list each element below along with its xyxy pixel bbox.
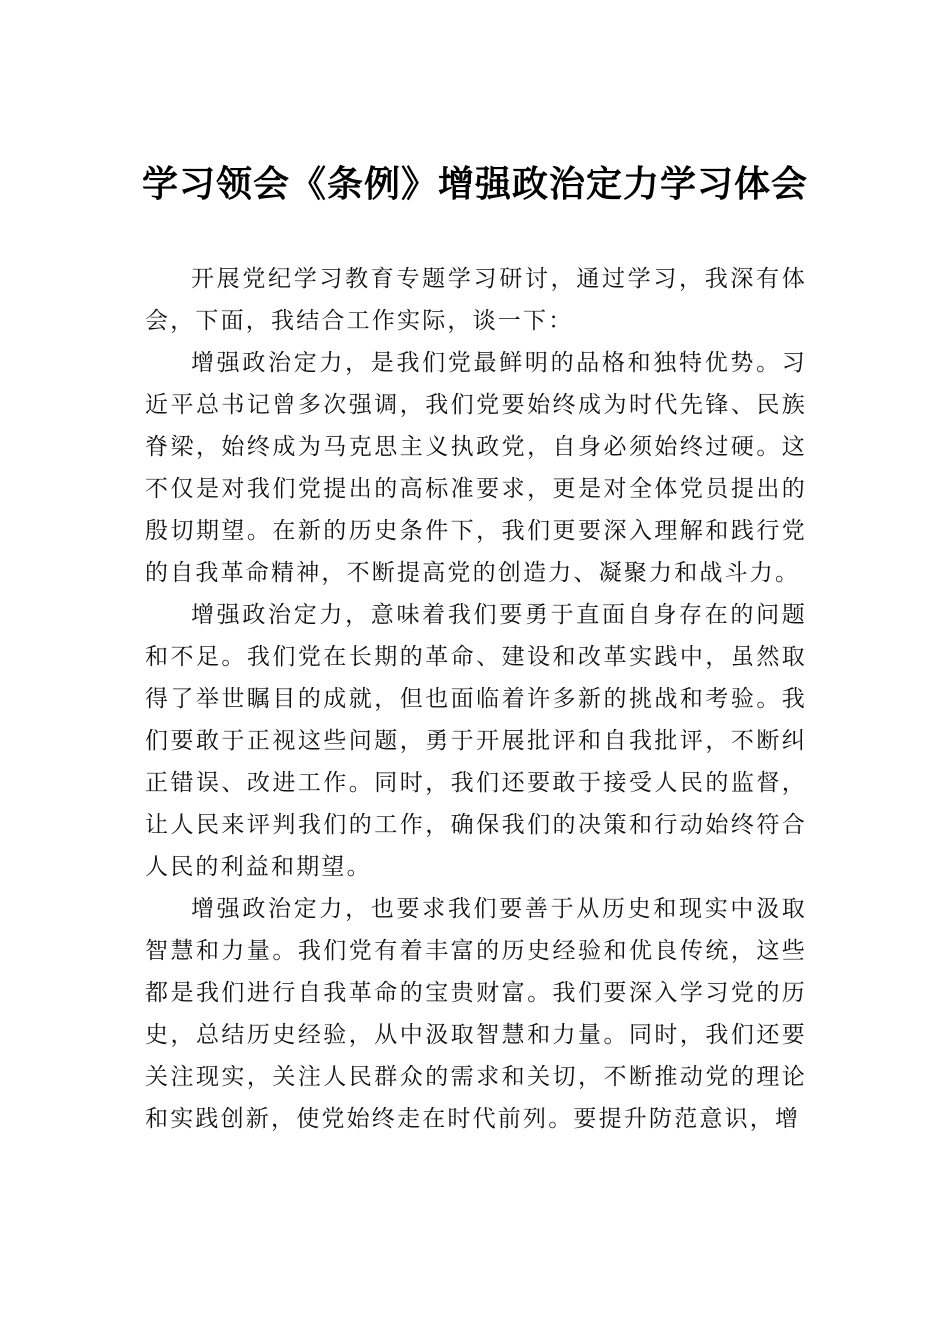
paragraph-face-problems: 增强政治定力，意味着我们要勇于直面自身存在的问题和不足。我们党在长期的革命、建设和改革实践中，虽然取得了举世瞩目的成就，但也面临着许多新的挑战和考验。我们要敢于正视这些问题，勇于开展批评和自我批评，不断纠正错误、改进工作。同时，我们还要敢于接受人民的监督，让人民来评判我们的工作，确保我们的决策和行动始终符合人民的利益和期望。 [145, 602, 807, 880]
document-body [145, 258, 807, 1140]
paragraph-learn-history: 增强政治定力，也要求我们要善于从历史和现实中汲取智慧和力量。我们党有着丰富的历史经验和优良传统，这些都是我们进行自我革命的宝贵财富。我们要深入学习党的历史，总结历史经验，从中汲取智慧和力量。同时，我们还要关注现实，关注人民群众的需求和关切，不断推动党的理论和实践创新，使党始终走在时代前列。要提升防范意识，增 [145, 896, 807, 1132]
paragraph-political-resolve: 增强政治定力，是我们党最鲜明的品格和独特优势。习近平总书记曾多次强调，我们党要始终成为时代先锋、民族脊梁，始终成为马克思主义执政党，自身必须始终过硬。这不仅是对我们党提出的高标准要求，更是对全体党员提出的殷切期望。在新的历史条件下，我们更要深入理解和践行党的自我革命精神，不断提高党的创造力、凝聚力和战斗力。 [145, 350, 807, 586]
paragraph-intro: 开展党纪学习教育专题学习研讨，通过学习，我深有体会，下面，我结合工作实际，谈一下： [145, 266, 807, 334]
document-title: 学习领会《条例》增强政治定力学习体会 [141, 163, 808, 205]
